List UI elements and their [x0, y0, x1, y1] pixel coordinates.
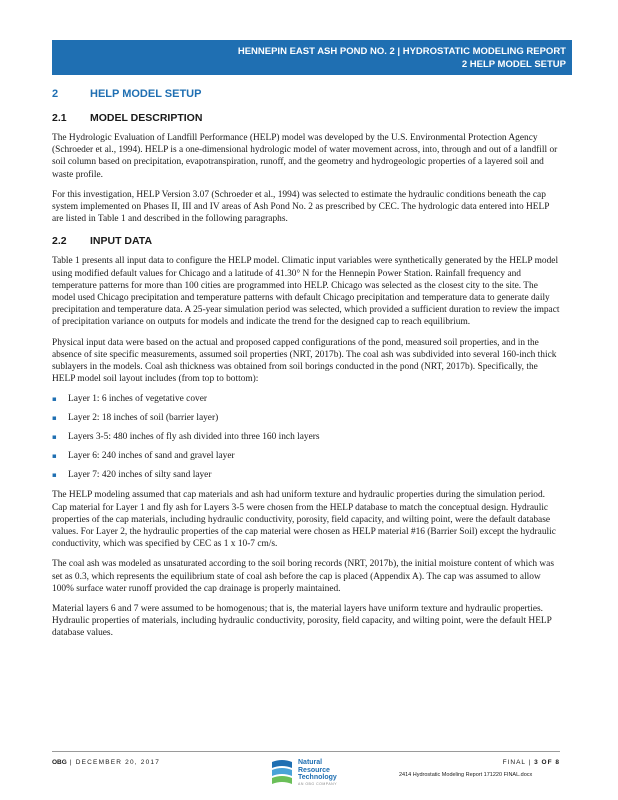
- subsection-heading-input-data: [52, 235, 560, 247]
- header-report-title: HENNEPIN EAST ASH POND NO. 2 | HYDROSTATIC MODELING REPORT: [237, 46, 566, 57]
- section-number: 2: [52, 88, 59, 100]
- subsection-title: MODEL DESCRIPTION: [90, 112, 203, 124]
- paragraph: The coal ash was modeled as unsaturated according to the soil boring records (NRT, 2017b), the initial moisture content of which was set as 0.3, which represents the equilibrium state of coal ash before the cap is placed (Appendix A). The cap was assumed to allow 100% surface water runoff provided the cap drainage is properly maintained.: [52, 559, 554, 594]
- bullet-icon: ▪: [52, 414, 57, 423]
- paragraph: The HELP modeling assumed that cap materials and ash had uniform texture and hydraulic properties during the simulation period. Cap material for Layer 1 and fly ash for Layers 3-5 were chosen from the HELP database to match the conceptual design. Hydraulic properties of the cap materials, including hydraulic conductivity, porosity, field capacity, and wilting point, were the default database values. For Layer 2, the hydraulic properties of the cap material were chosen as HELP material #16 (Barrier Soil) except the hydraulic conductivity, which was specified by CEC as 1 x 10-7 cm/s.: [52, 490, 556, 550]
- paragraph: Physical input data were based on the actual and proposed capped configurations of the pond, measured soil properties, and in the absence of site specific measurements, assumed soil properties (NRT, 2017b). The coal ash was subdivided into several 160-inch thick sublayers in the models. Coal ash thickness was obtained from soil borings conducted in the pond (NRT, 2017b). Specifically, the HELP model soil layout includes (from top to bottom):: [52, 337, 557, 385]
- soil-layer-list: [52, 393, 560, 481]
- section-heading: [52, 88, 560, 100]
- list-item-text: Layer 1: 6 inches of vegetative cover: [68, 394, 207, 405]
- paragraph: Table 1 presents all input data to configure the HELP model. Climatic input variables were synthetically generated by the HELP model using modified default values for Chicago and a latitude of 41.30° N for the Hennepin Power Station. Rainfall frequency and temperature patterns for more than 100 cities are programmed into HELP. Chicago was selected as the closest city to the site. The model used Chicago precipitation and temperature patterns with default Chicago precipitation and temperature data to generate daily precipitation and temperature data. A 25-year simulation period was selected, which provided a sufficient duration to review the impact of precipitation variance on outputs for models and indicate the trend for the designed cap to reach equilibrium.: [52, 256, 560, 328]
- logo-wordmark: [298, 759, 337, 782]
- paragraph: Material layers 6 and 7 were assumed to be homogenous; that is, the material layers have uniform texture and hydraulic properties. Hydraulic properties of materials, including hydraulic conductivity, porosity, field capacity, and wilting point, were the default HELP database values.: [52, 604, 552, 639]
- footer-right: FINAL | 3 OF 8: [502, 759, 560, 766]
- paragraph: The Hydrologic Evaluation of Landfill Performance (HELP) model was developed by the U.S. Environmental Protection Agency (Schroeder et al., 1994). HELP is a one-dimensional hydrologic model of water movement across, into, through and out of a landfill or soil column based on precipitation, evapotranspiration, runoff, and the geometry and hydrogeologic properties of a layered soil and waste profile.: [52, 133, 558, 180]
- list-item: [52, 469, 560, 481]
- logo-mark-icon: [270, 758, 294, 786]
- page-footer: [52, 751, 560, 791]
- footer-date: DECEMBER 20, 2017: [75, 759, 161, 766]
- footer-left: OBG | DECEMBER 20, 2017: [52, 759, 161, 766]
- logo-line: Technology: [298, 774, 337, 781]
- footer-divider: [52, 751, 560, 752]
- list-item: [52, 450, 560, 462]
- logo-line: Natural: [298, 759, 323, 766]
- list-item-text: Layers 3-5: 480 inches of fly ash divided into three 160 inch layers: [68, 432, 320, 443]
- subsection-heading-model-description: [52, 112, 560, 124]
- section-title: HELP MODEL SETUP: [90, 88, 202, 100]
- company-logo: [270, 756, 380, 788]
- footer-status: FINAL: [502, 759, 526, 766]
- subsection-number: 2.1: [52, 112, 67, 124]
- footer-org: OBG: [52, 759, 67, 766]
- list-item-text: Layer 7: 420 inches of silty sand layer: [68, 470, 212, 481]
- paragraph: For this investigation, HELP Version 3.07 (Schroeder et al., 1994) was selected to estimate the hydraulic conditions beneath the cap system implemented on Phases II, III and IV areas of Ash Pond No. 2 as prescribed by CEC. The hydrologic data entered into HELP are listed in Table 1 and described in the following paragraphs.: [52, 189, 550, 225]
- footer-filename: 2414 Hydrostatic Modeling Report 171220 FINAL.docx: [399, 772, 533, 778]
- logo-tagline: AN OBG COMPANY: [298, 782, 338, 786]
- page-content: [52, 88, 560, 648]
- bullet-icon: ▪: [52, 433, 57, 442]
- list-item: [52, 393, 560, 405]
- bullet-icon: ▪: [52, 395, 57, 404]
- page-header-band: [52, 40, 572, 75]
- bullet-icon: ▪: [52, 471, 57, 480]
- list-item-text: Layer 6: 240 inches of sand and gravel layer: [68, 451, 235, 462]
- subsection-number: 2.2: [52, 235, 67, 248]
- header-section-title: 2 HELP MODEL SETUP: [461, 59, 566, 70]
- list-item-text: Layer 2: 18 inches of soil (barrier layer): [68, 413, 219, 424]
- logo-line: Resource: [298, 766, 330, 774]
- footer-page-number: 3 OF 8: [534, 759, 560, 766]
- bullet-icon: ▪: [52, 452, 57, 461]
- list-item: [52, 431, 560, 443]
- list-item: [52, 412, 560, 424]
- subsection-title: INPUT DATA: [90, 235, 153, 248]
